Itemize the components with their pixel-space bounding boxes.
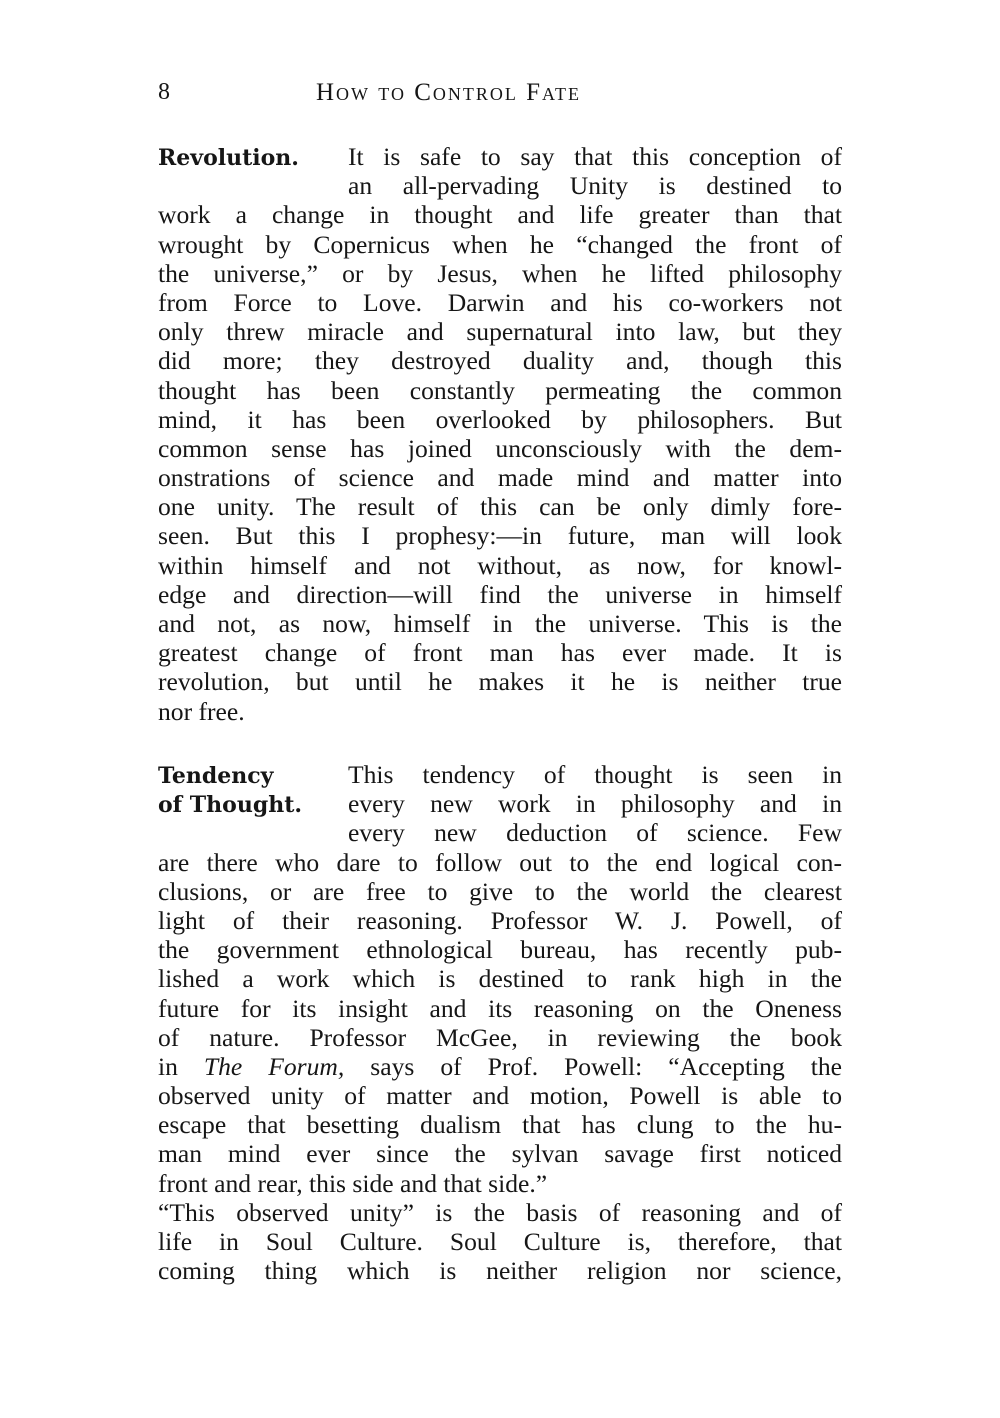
paragraph-line: from Force to Love. Darwin and his co-workers not	[158, 287, 842, 317]
paragraph-line: only threw miracle and supernatural into law, but they	[158, 317, 842, 347]
paragraph-line: escape that besetting dualism that has clung to the hu-	[158, 1110, 842, 1140]
paragraph-line: are there who dare to follow out to the end logical con-	[158, 847, 842, 877]
paragraph-line: of nature. Professor McGee, in reviewing the book	[158, 1022, 842, 1052]
paragraph-line-with-italic	[158, 1052, 842, 1081]
paragraph-line: revolution, but until he makes it he is neither true	[158, 667, 842, 697]
publication-title: The Forum,	[203, 1051, 345, 1081]
paragraph-line: did more; they destroyed duality and, though this	[158, 346, 842, 376]
sidehead-of-thought: of Thought.	[158, 792, 303, 818]
paragraph-line: edge and direction—will find the universe in himself	[158, 579, 842, 609]
paragraph-line: an all-pervading Unity is destined to	[348, 171, 842, 201]
paragraph-line: This tendency of thought is seen in	[348, 760, 842, 789]
running-title: How to Control Fate	[316, 79, 582, 106]
page-header	[158, 79, 842, 115]
page-number: 8	[158, 79, 170, 105]
paragraph-line: work a change in thought and life greater than that	[158, 200, 842, 230]
paragraph-line: future for its insight and its reasoning on the Oneness	[158, 993, 842, 1023]
paragraph-line: clusions, or are free to give to the world the clearest	[158, 876, 842, 906]
section-revolution	[158, 142, 842, 726]
paragraph-line: one unity. The result of this can be only dimly fore-	[158, 492, 842, 522]
paragraph-line: within himself and not without, as now, for knowl-	[158, 550, 842, 580]
paragraph-line: common sense has joined unconsciously with the dem-	[158, 433, 842, 463]
paragraph-line: “This observed unity” is the basis of reasoning and of	[158, 1197, 842, 1227]
paragraph-line: and not, as now, himself in the universe. This is the	[158, 609, 842, 638]
text-run: says of Prof. Powell: “Accepting the	[370, 1051, 843, 1081]
paragraph-line: light of their reasoning. Professor W. J. Powell, of	[158, 905, 842, 935]
paragraph-line: onstrations of science and made mind and matter into	[158, 463, 842, 493]
paragraph-line: front and rear, this side and that side.”	[158, 1168, 548, 1198]
paragraph-line: life in Soul Culture. Soul Culture is, therefore, that	[158, 1227, 842, 1256]
section-tendency-of-thought	[158, 760, 842, 1285]
paragraph-line: every new work in philosophy and in	[348, 789, 842, 819]
paragraph-line: observed unity of matter and motion, Powell is able to	[158, 1081, 842, 1111]
paragraph-line: wrought by Copernicus when he “changed the front of	[158, 229, 842, 259]
paragraph-line: mind, it has been overlooked by philosophers. But	[158, 404, 842, 434]
text-run: in	[158, 1051, 178, 1081]
paragraph-line: It is safe to say that this conception of	[348, 142, 842, 171]
paragraph-line: every new deduction of science. Few	[348, 818, 842, 848]
paragraph-line: lished a work which is destined to rank high in the	[158, 964, 842, 994]
paragraph-line: seen. But this I prophesy:—in future, man will look	[158, 521, 842, 551]
sidehead-revolution: Revolution.	[158, 145, 299, 171]
sidehead-tendency: Tendency	[158, 763, 274, 789]
paragraph-line: coming thing which is neither religion nor science,	[158, 1256, 842, 1286]
paragraph-line: thought has been constantly permeating the common	[158, 375, 842, 405]
paragraph-line: the government ethnological bureau, has recently pub-	[158, 935, 842, 965]
paragraph-line: nor free.	[158, 696, 245, 726]
paragraph-line: greatest change of front man has ever made. It is	[158, 638, 842, 668]
paragraph-line: the universe,” or by Jesus, when he lifted philosophy	[158, 258, 842, 288]
paragraph-line: man mind ever since the sylvan savage first noticed	[158, 1139, 842, 1169]
